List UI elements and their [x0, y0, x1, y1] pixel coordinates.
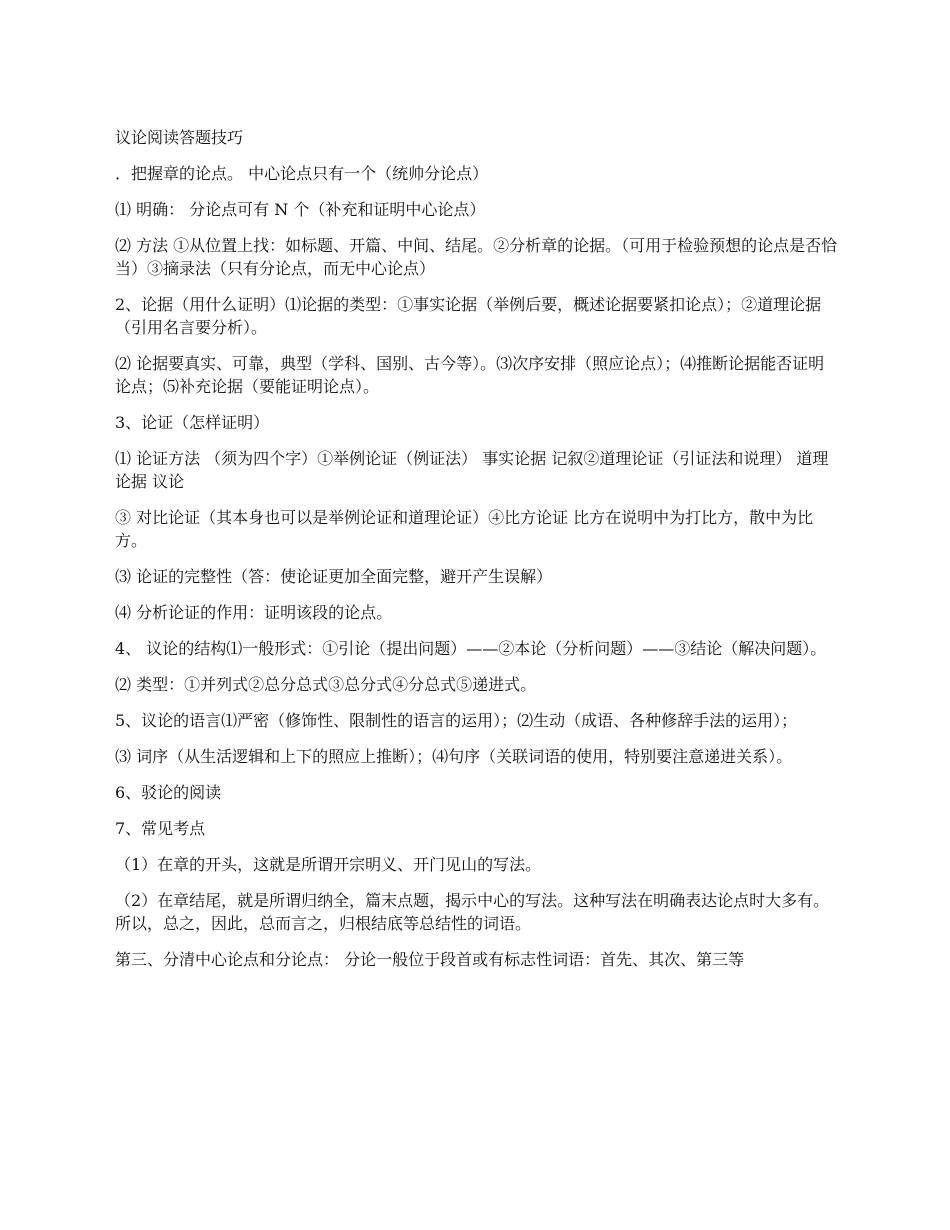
paragraph-third: 第三、分清中心论点和分论点： 分论一般位于段首或有标志性词语：首先、其次、第三等	[115, 950, 745, 969]
paragraph-central-argument: ．把握章的论点。 中心论点只有一个（统帅分论点）	[115, 164, 489, 183]
paragraph-clarify: ⑴ 明确： 分论点可有 N 个（补充和证明中心论点）	[115, 200, 486, 219]
paragraph-evidence-types: 2、论据（用什么证明）⑴论据的类型：①事实论据（举例后要，概述论据要紧扣论点）；②道理论据（引用名言要分析）。	[115, 295, 822, 337]
paragraph-contrast-analogy: ③ 对比论证（其本身也可以是举例论证和道理论证）④比方论证 比方在说明中为打比方，散中为比方。	[115, 508, 814, 550]
paragraph-point-2: （2）在章结尾，就是所谓归纳全，篇末点题，揭示中心的写法。这种写法在明确表达论点时大多有。所以，总之，因此，总而言之，归根结底等总结性的词语。	[115, 891, 830, 933]
paragraph-point-1: （1）在章的开头，这就是所谓开宗明义、开门见山的写法。	[115, 855, 542, 874]
paragraph-argumentation-methods: ⑴ 论证方法 （须为四个字）①举例论证（例证法） 事实论据 记叙②道理论证（引证法和说理） 道理论据 议论	[115, 449, 829, 491]
paragraph-function: ⑷ 分析论证的作用：证明该段的论点。	[115, 603, 393, 622]
paragraph-argumentation-heading: 3、论证（怎样证明）	[115, 413, 270, 432]
paragraph-word-order: ⑶ 词序（从生活逻辑和上下的照应上推断）；⑷句序（关联词语的使用，特别要注意递进关系）。	[115, 747, 793, 766]
paragraph-structure: 4、 议论的结构⑴一般形式：①引论（提出问题）——②本论（分析问题）——③结论（解决问题）。	[115, 639, 827, 658]
paragraph-method: ⑵ 方法 ①从位置上找：如标题、开篇、中间、结尾。②分析章的论据。（可用于检验预想的论点是否恰当）③摘录法（只有分论点，而无中心论点）	[115, 236, 838, 278]
paragraph-evidence-requirements: ⑵ 论据要真实、可靠，典型（学科、国别、古今等）。⑶次序安排（照应论点）；⑷推断论据能否证明论点；⑸补充论据（要能证明论点）。	[115, 354, 825, 396]
paragraph-structure-types: ⑵ 类型：①并列式②总分总式③总分式④分总式⑤递进式。	[115, 675, 537, 694]
doc-title: 议论阅读答题技巧	[115, 128, 244, 147]
paragraph-completeness: ⑶ 论证的完整性（答：使论证更加全面完整，避开产生误解）	[115, 567, 553, 586]
paragraph-common-points: 7、常见考点	[115, 819, 206, 838]
paragraph-refutation: 6、驳论的阅读	[115, 783, 222, 802]
document-page	[115, 126, 840, 984]
paragraph-language: 5、议论的语言⑴严密（修饰性、限制性的语言的运用）；⑵生动（成语、各种修辞手法的运用）；	[115, 711, 798, 730]
